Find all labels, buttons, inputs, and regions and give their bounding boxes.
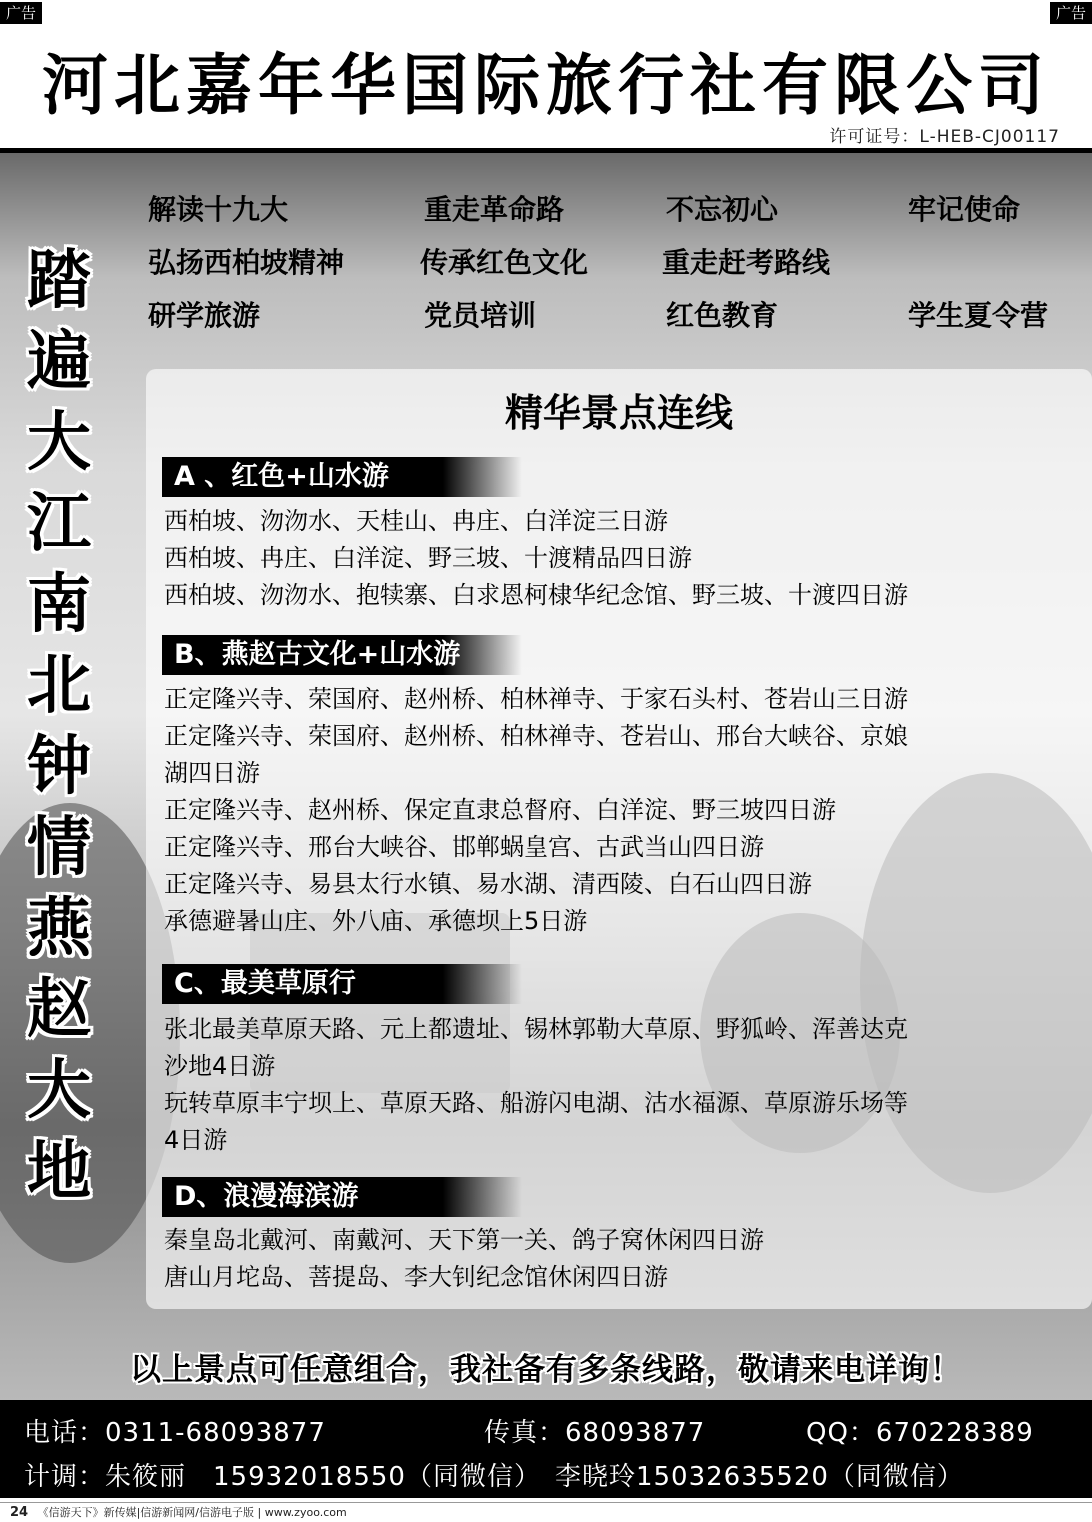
route-line: 正定隆兴寺、荣国府、赵州桥、柏林禅寺、苍岩山、邢台大峡谷、京娘 xyxy=(164,722,908,750)
page-footer xyxy=(0,1502,1092,1521)
route-line: 正定隆兴寺、荣国府、赵州桥、柏林禅寺、于家石头村、苍岩山三日游 xyxy=(164,685,908,713)
route-line: 湖四日游 xyxy=(164,759,260,787)
company-name: 河北嘉年华国际旅行社有限公司 xyxy=(42,46,1050,124)
route-line: 西柏坡、冉庄、白洋淀、野三坡、十渡精品四日游 xyxy=(164,544,692,572)
section-heading-a: A 、红色+山水游 xyxy=(162,457,522,497)
bottom-slogan: 以上景点可任意组合，我社备有多条线路，敬请来电详询！ xyxy=(130,1352,962,1388)
vertical-slogan-char: 遍 xyxy=(27,324,91,399)
section-routes-d xyxy=(164,1222,1064,1296)
qq-number: QQ：670228389 xyxy=(806,1418,1034,1448)
route-line: 承德避暑山庄、外八庙、承德坝上5日游 xyxy=(164,907,588,935)
route-line: 唐山月坨岛、菩提岛、李大钊纪念馆休闲四日游 xyxy=(164,1263,668,1291)
theme-item: 党员培训 xyxy=(424,299,537,332)
vertical-slogan-char: 地 xyxy=(27,1134,91,1209)
route-line: 西柏坡、沕沕水、天桂山、冉庄、白洋淀三日游 xyxy=(164,507,668,535)
section-heading-d: D、浪漫海滨游 xyxy=(162,1177,522,1217)
vertical-slogan-char: 情 xyxy=(27,810,91,885)
footer-text: 《信游天下》新传媒|信游新闻网/信游电子版 | www.zyoo.com xyxy=(37,1506,347,1519)
route-line: 正定隆兴寺、邢台大峡谷、邯郸蜗皇宫、古武当山四日游 xyxy=(164,833,764,861)
section-routes-a xyxy=(164,503,1064,614)
vertical-slogan-char: 燕 xyxy=(27,891,91,966)
route-line: 4日游 xyxy=(164,1126,228,1154)
vertical-slogan-char: 大 xyxy=(27,405,91,480)
vertical-slogan-char: 钟 xyxy=(27,729,91,804)
theme-item: 研学旅游 xyxy=(148,299,261,332)
theme-item: 牢记使命 xyxy=(908,193,1021,226)
vertical-slogan xyxy=(14,240,104,1212)
section-routes-c xyxy=(164,1011,1064,1159)
route-line: 正定隆兴寺、赵州桥、保定直隶总督府、白洋淀、野三坡四日游 xyxy=(164,796,836,824)
route-line: 玩转草原丰宁坝上、草原天路、船游闪电湖、沽水福源、草原游乐场等 xyxy=(164,1089,908,1117)
theme-item: 重走赶考路线 xyxy=(662,246,831,279)
contact-bar xyxy=(0,1400,1092,1498)
page-number: 24 xyxy=(10,1505,29,1520)
section-heading-c: C、最美草原行 xyxy=(162,964,522,1004)
phone-number: 电话：0311-68093877 xyxy=(24,1418,326,1448)
planner-contacts: 计调：朱筱丽 15932018550（同微信） 李晓玲15032635520（同微信） xyxy=(24,1462,964,1492)
vertical-slogan-char: 踏 xyxy=(27,243,91,318)
panel-title: 精华景点连线 xyxy=(504,390,733,435)
theme-item: 解读十九大 xyxy=(148,193,289,226)
license-number: 许可证号：L-HEB-CJ00117 xyxy=(829,127,1060,147)
vertical-slogan-char: 南 xyxy=(27,567,91,642)
vertical-slogan-char: 赵 xyxy=(27,972,91,1047)
route-line: 西柏坡、沕沕水、抱犊寨、白求恩柯棣华纪念馆、野三坡、十渡四日游 xyxy=(164,581,908,609)
theme-item: 学生夏令营 xyxy=(908,299,1049,332)
fax-number: 传真：68093877 xyxy=(484,1418,706,1448)
theme-item: 传承红色文化 xyxy=(420,246,589,279)
theme-item: 弘扬西柏坡精神 xyxy=(148,246,345,279)
theme-item: 重走革命路 xyxy=(424,193,565,226)
route-line: 沙地4日游 xyxy=(164,1052,276,1080)
route-line: 正定隆兴寺、易县太行水镇、易水湖、清西陵、白石山四日游 xyxy=(164,870,812,898)
theme-item: 红色教育 xyxy=(666,299,779,332)
ad-label-right: 广告 xyxy=(1050,2,1092,24)
section-heading-b: B、燕赵古文化+山水游 xyxy=(162,635,522,675)
vertical-slogan-char: 大 xyxy=(27,1053,91,1128)
vertical-slogan-char: 江 xyxy=(27,486,91,561)
route-line: 秦皇岛北戴河、南戴河、天下第一关、鸽子窝休闲四日游 xyxy=(164,1226,764,1254)
route-line: 张北最美草原天路、元上都遗址、锡林郭勒大草原、野狐岭、浑善达克 xyxy=(164,1015,908,1043)
vertical-slogan-char: 北 xyxy=(27,648,91,723)
section-routes-b xyxy=(164,681,1064,940)
ad-label-left: 广告 xyxy=(0,2,42,24)
theme-item: 不忘初心 xyxy=(666,193,779,226)
